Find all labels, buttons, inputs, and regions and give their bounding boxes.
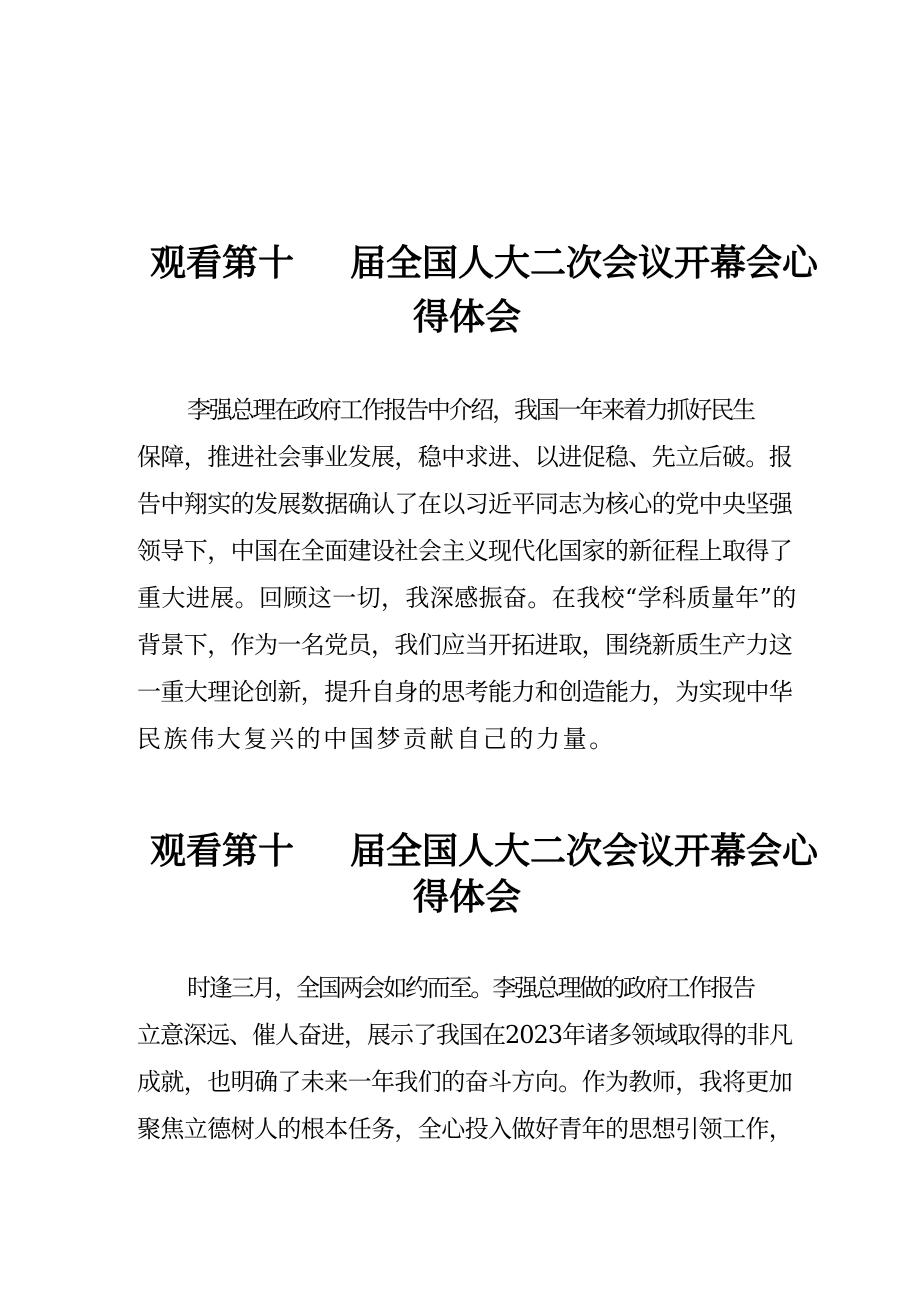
section1-line-8: 民族伟大复兴的中国梦贡献自己的力量。 bbox=[137, 725, 616, 753]
section1-line-5: 重大进展。回顾这一切，我深感振奋。在我校“学科质量年”的 bbox=[137, 584, 797, 612]
section1-line-1: 李强总理在政府工作报告中介绍，我国一年来着力抓好民生 bbox=[187, 396, 754, 424]
section1-line-3: 告中翔实的发展数据确认了在以习近平同志为核心的党中央坚强 bbox=[137, 490, 793, 518]
section1-title-part2: 届全国人大二次会议开幕会心 bbox=[350, 243, 819, 284]
section1-title-line1 bbox=[150, 244, 818, 284]
section2-line-3: 成就，也明确了未来一年我们的奋斗方向。作为教师，我将更加 bbox=[137, 1068, 793, 1096]
section2-title-line1 bbox=[150, 832, 818, 872]
section1-line-6: 背景下，作为一名党员，我们应当开拓进取，围绕新质生产力这 bbox=[137, 631, 793, 659]
section2-line-4: 聚焦立德树人的根本任务，全心投入做好青年的思想引领工作， bbox=[137, 1115, 793, 1143]
section1-line-2: 保障，推进社会事业发展，稳中求进、以进促稳、先立后破。报 bbox=[137, 443, 793, 471]
section2-title-line2: 得体会 bbox=[413, 877, 522, 918]
section1-title-line2: 得体会 bbox=[413, 297, 522, 338]
section2-title-part2: 届全国人大二次会议开幕会心 bbox=[350, 831, 819, 872]
section1-line-4: 领导下，中国在全面建设社会主义现代化国家的新征程上取得了 bbox=[137, 537, 793, 565]
section2-title-part1: 观看第十 bbox=[150, 831, 295, 872]
section2-line-1: 时逢三月，全国两会如约而至。李强总理做的政府工作报告 bbox=[187, 974, 754, 1002]
section1-paragraph bbox=[137, 387, 797, 763]
section1-title-part1: 观看第十 bbox=[150, 243, 295, 284]
section1-line-7: 一重大理论创新，提升自身的思考能力和创造能力，为实现中华 bbox=[137, 678, 793, 706]
section2-paragraph bbox=[137, 965, 797, 1153]
section2-line-2: 立意深远、催人奋进，展示了我国在2023年诸多领域取得的非凡 bbox=[137, 1021, 793, 1049]
